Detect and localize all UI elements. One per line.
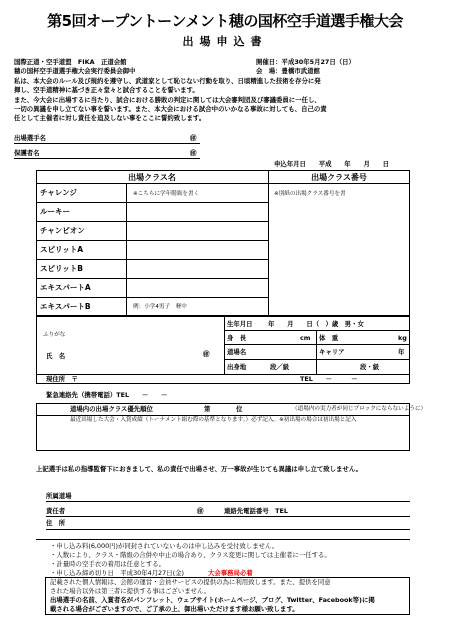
privacy-3: 出場選手の名前、入賞者名がパンフレット、ウェブサイト(ホームページ、ブログ、Twitter、Facebook等)に掲 — [50, 596, 375, 604]
event-venue: 会 場：豊橋市武道館 — [256, 67, 320, 75]
pledge-line-1: 私は、本大会のルール及び規約を遵守し、武道家として恥じない行動を取り、日頃精進した技術を存分に発 — [14, 77, 321, 85]
personal-divider — [224, 316, 225, 374]
priority-rule — [36, 415, 410, 416]
class-table-divider — [268, 170, 269, 316]
page-subtitle: 出場申込書 — [182, 35, 268, 48]
responsible-label: 責任者 — [46, 507, 66, 515]
athlete-seal: ㊞ — [190, 134, 197, 142]
class-number-note: ※別紙の出場クラス番号を書 — [274, 191, 346, 197]
organizer-line: 国際正道・空手道盟 FIKA 正道会館 — [14, 58, 127, 66]
personal-left-border — [36, 316, 37, 383]
career-unit: 年 — [398, 348, 405, 356]
notes-top-rule — [36, 539, 410, 540]
note-2: ・人数により、クラス・階級の合併や中止の場合あり、クラス変更に関しては主催者に一任する。 — [50, 551, 331, 559]
class-row-rule — [36, 278, 268, 279]
personal-top-rule — [36, 316, 410, 317]
pledge-line-4: 一切の異議を申し立てない事を誓います。また、本大会における試合中のいかなる事故に対しても、自己の責 — [14, 105, 327, 113]
class-option[interactable]: エキスパートB — [40, 302, 91, 311]
class-name-header: 出場クラス名 — [128, 173, 176, 182]
address-label: 現住所 〒 — [46, 375, 78, 383]
class-option[interactable]: スピリットB — [40, 264, 83, 273]
guardian-seal: ㊞ — [190, 149, 197, 157]
class-table — [36, 170, 410, 316]
priority-label: 道場内の出場クラス優先順位 — [70, 405, 153, 413]
page-title: 第5回オープントーンメント穂の国杯空手道選手権大会 — [47, 12, 403, 30]
note-3: ・計量時の空手衣の着用は任意とする。 — [50, 560, 166, 568]
career-label: キャリア — [319, 348, 345, 356]
priority-number: 第 位 — [204, 405, 243, 413]
origin-label: 出身地 — [227, 363, 247, 371]
dojo-name-label: 所属道場 — [46, 492, 72, 500]
pledge-line-3: また、今大会に出場するに当たり、試合における勝敗の判定に関しては大会審判団及び審議委員に一任し、 — [14, 96, 321, 104]
application-date: 申込年月日 平成 年 月 日 — [274, 160, 390, 168]
athlete-name-label: 出場選手名 — [14, 134, 46, 142]
personal-right-border — [409, 316, 410, 383]
emergency-contact: 緊急連絡先（携帯電話）TEL － － — [46, 391, 168, 399]
class-option[interactable]: スピリットA — [40, 245, 84, 254]
dojo-label: 道場名 — [227, 348, 247, 356]
note-4: ・申し込み締め切り日 平成30年4月27日(金) — [50, 569, 184, 577]
athlete-name-underline — [14, 143, 200, 144]
note-1: ・申し込み料(6,000円)が同封されていないものは申し込みを受付致しません。 — [50, 542, 279, 550]
class-row-rule — [36, 202, 268, 203]
birth-rule — [224, 330, 410, 331]
class-option[interactable]: エキスパートA — [40, 283, 91, 292]
stats-divider — [316, 330, 317, 374]
pledge-line-2: 揮し、空手道精神に基づき正々堂々と試合することを誓います。 — [14, 86, 199, 94]
name-label: 氏 名 — [46, 352, 66, 360]
weight-unit: kg — [398, 334, 407, 342]
weight-label: 体 重 — [319, 334, 339, 342]
address-tel: TEL － － — [300, 375, 358, 383]
class-row-rule — [36, 221, 268, 222]
origin-rank: 段／級 — [270, 363, 290, 371]
responsible-underline — [46, 516, 410, 517]
example-entry: 例：小学4男子 軽中 — [133, 304, 187, 310]
furigana-label: ふりがな — [43, 332, 66, 338]
address-underline — [46, 529, 410, 530]
height-rule — [224, 344, 410, 345]
class-header-rule — [36, 183, 410, 184]
privacy-1: 記載された個人情報は、会館の運営・会員サービスの提供の為に利用致します。また、提供を同意 — [50, 578, 331, 586]
birth-fields: 年 月 日（ ）歳 男・女 — [268, 320, 364, 328]
class-row-rule — [36, 297, 268, 298]
committee-line: 穂の国杯空手道選手権大会実行委員会御中 — [14, 67, 136, 75]
class-row-rule — [36, 259, 268, 260]
privacy-2: された場合以外は第三者に提供する事はございません。 — [50, 587, 211, 595]
pledge-line-5: 任として主催者に対し責任を追及しない事をここに誓約致します。 — [14, 114, 206, 122]
responsible-seal: ㊞ — [197, 507, 204, 515]
guardian-name-label: 保護者名 — [14, 149, 40, 157]
dojo-rule — [224, 359, 410, 360]
guardian-name-underline — [14, 158, 200, 159]
results-note: 最近出場した大会・入賞成績（トーナメント組む際の基準となります。）必ず記入。※初出場の場合は初出場と記入 — [70, 417, 357, 423]
class-option[interactable]: ルーキー — [40, 207, 70, 216]
class-number-header: 出場クラス番号 — [311, 173, 367, 182]
class-option[interactable]: チャンピオン — [40, 226, 85, 235]
class-row-rule — [36, 240, 268, 241]
contact-tel: 連絡先電話番号 TEL — [224, 507, 288, 515]
deadline-red: 大会事務局必着 — [208, 569, 253, 577]
height-label: 身 長 — [227, 334, 247, 342]
rank-label: 段・級 — [360, 363, 380, 371]
responsible-address-label: 住 所 — [46, 519, 66, 527]
consent-statement: 上記選手は私の指導監督下におきまして、私の責任で出場させ、万一事故が生じても異議は申し立て致しません。 — [36, 465, 362, 473]
name-seal: ㊞ — [203, 350, 210, 358]
dojo-name-underline — [46, 501, 410, 502]
height-unit: cm — [300, 334, 311, 342]
birth-label: 生年月日 — [227, 320, 253, 328]
event-date: 開催日：平成30年5月27日（日） — [256, 58, 355, 66]
priority-note: （道場内の実力者が同じブロックにならないように） — [292, 406, 427, 412]
grade-note: ※こちらに学年階級を書く — [133, 191, 200, 197]
privacy-4: 載される場合がございますので、ご了承の上、御出場いただけます様お願い致します。 — [50, 605, 299, 613]
class-option[interactable]: チャレンジ — [40, 188, 77, 197]
